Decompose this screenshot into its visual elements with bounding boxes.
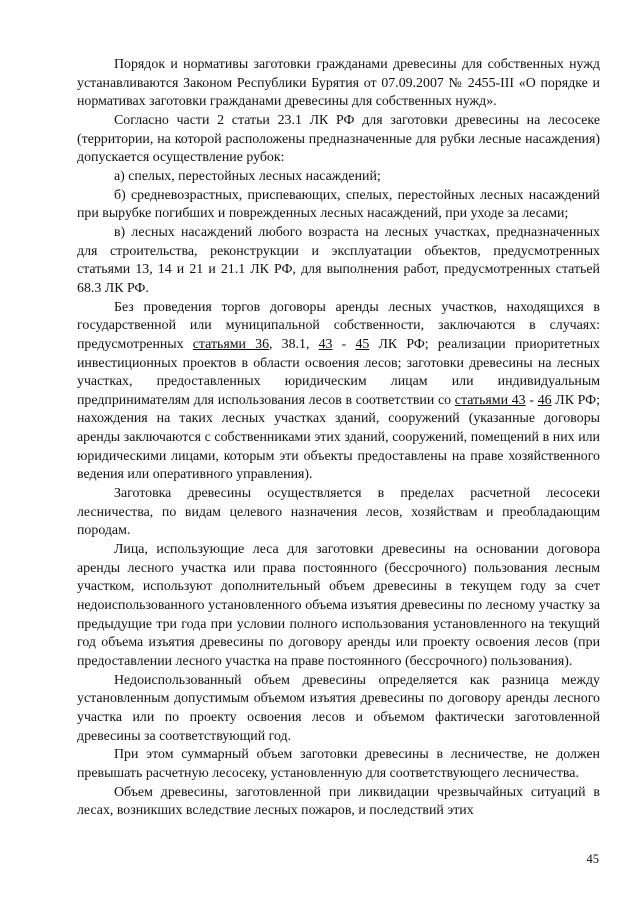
law-reference-link[interactable]: 45	[355, 336, 370, 352]
law-reference-link[interactable]: статьями 36	[192, 336, 270, 352]
law-reference-link[interactable]: 43	[318, 336, 333, 352]
paragraph	[77, 299, 600, 486]
paragraph-text: -	[525, 392, 538, 408]
list-item: а) спелых, перестойных лесных насаждений;	[114, 168, 381, 184]
paragraph: Согласно части 2 статьи 23.1 ЛК РФ для заготовки древесины на лесосеке (территории, на которой расположены предназначенные для рубки лесные насаждения) допускается осуществление рубок:	[77, 112, 600, 166]
page-number: 45	[586, 852, 599, 866]
paragraph: Заготовка древесины осуществляется в пределах расчетной лесосеки лесничества, по видам целевого назначения лесов, хозяйствам и преобладающим породам.	[77, 486, 600, 539]
law-reference-link[interactable]: статьями 43	[454, 392, 526, 408]
paragraph-text: ЛК РФ; нахождения на таких лесных участках зданий, сооружений (указанные договоры аренды заключаются с собственниками этих зданий, сооружений, помещений в них или юридическими лицами, которым эти объекты предоставлены на праве хозяйственного ведения или оперативного управления).	[77, 392, 601, 483]
paragraph: Недоиспользованный объем древесины определяется как разница между установленным допустимым объемом изъятия древесины по договору аренды лесного участка или по проекту освоения лесов и объемом фактически заготовленной древесины за соответствующий год.	[77, 672, 600, 744]
paragraph: Лица, использующие леса для заготовки древесины на основании договора аренды лесного участка или права постоянного (бессрочного) пользования лесным участком, используют дополнительный объем древесины в текущем году за счет недоиспользованного установленного объема изъятия древесины по лесному участку за предыдущие три года при условии полного использования установленного на текущий год объема изъятия древесины по договору аренды или проекту освоения лесов (при предоставлении лесного участка на праве постоянного (бессрочного) пользования).	[77, 542, 600, 669]
paragraph-text: ЛК РФ; реализации приоритетных инвестиционных проектов в области освоения лесов; заготовки древесины на лесных участках, предоставленных юридическим лицам или индивидуальным предпринимателям для использования лесов в соответствии со	[77, 336, 600, 408]
paragraph: Объем древесины, заготовленной при ликвидации чрезвычайных ситуаций в лесах, возникших вследствие лесных пожаров, и последствий этих	[77, 784, 600, 819]
paragraph: При этом суммарный объем заготовки древесины в лесничестве, не должен превышать расчетную лесосеку, установленную для соответствующего лесничества.	[77, 747, 600, 781]
paragraph-text: -	[332, 336, 356, 352]
document-body	[77, 56, 600, 821]
list-item: б) средневозрастных, приспевающих, спелых, перестойных лесных насаждений при вырубке погибших и поврежденных лесных насаждений, при уходе за лесами;	[77, 187, 600, 222]
law-reference-link[interactable]: 46	[537, 392, 552, 408]
paragraph-text: , 38.1,	[269, 336, 319, 352]
paragraph-text: Без проведения торгов договоры аренды лесных участков, находящихся в государственной или муниципальной собственности, заключаются в случаях: предусмотренных	[77, 299, 600, 352]
paragraph: Порядок и нормативы заготовки гражданами древесины для собственных нужд устанавливаются Законом Республики Бурятия от 07.09.2007 № 2455-III «О порядке и нормативах заготовки гражданами древесины для собственных нужд».	[77, 57, 600, 110]
list-item: в) лесных насаждений любого возраста на лесных участках, предназначенных для строительства, реконструкции и эксплуатации объектов, предусмотренных статьями 13, 14 и 21 и 21.1 ЛК РФ, для выполнения работ, предусмотренных статьей 68.3 ЛК РФ.	[77, 224, 600, 296]
